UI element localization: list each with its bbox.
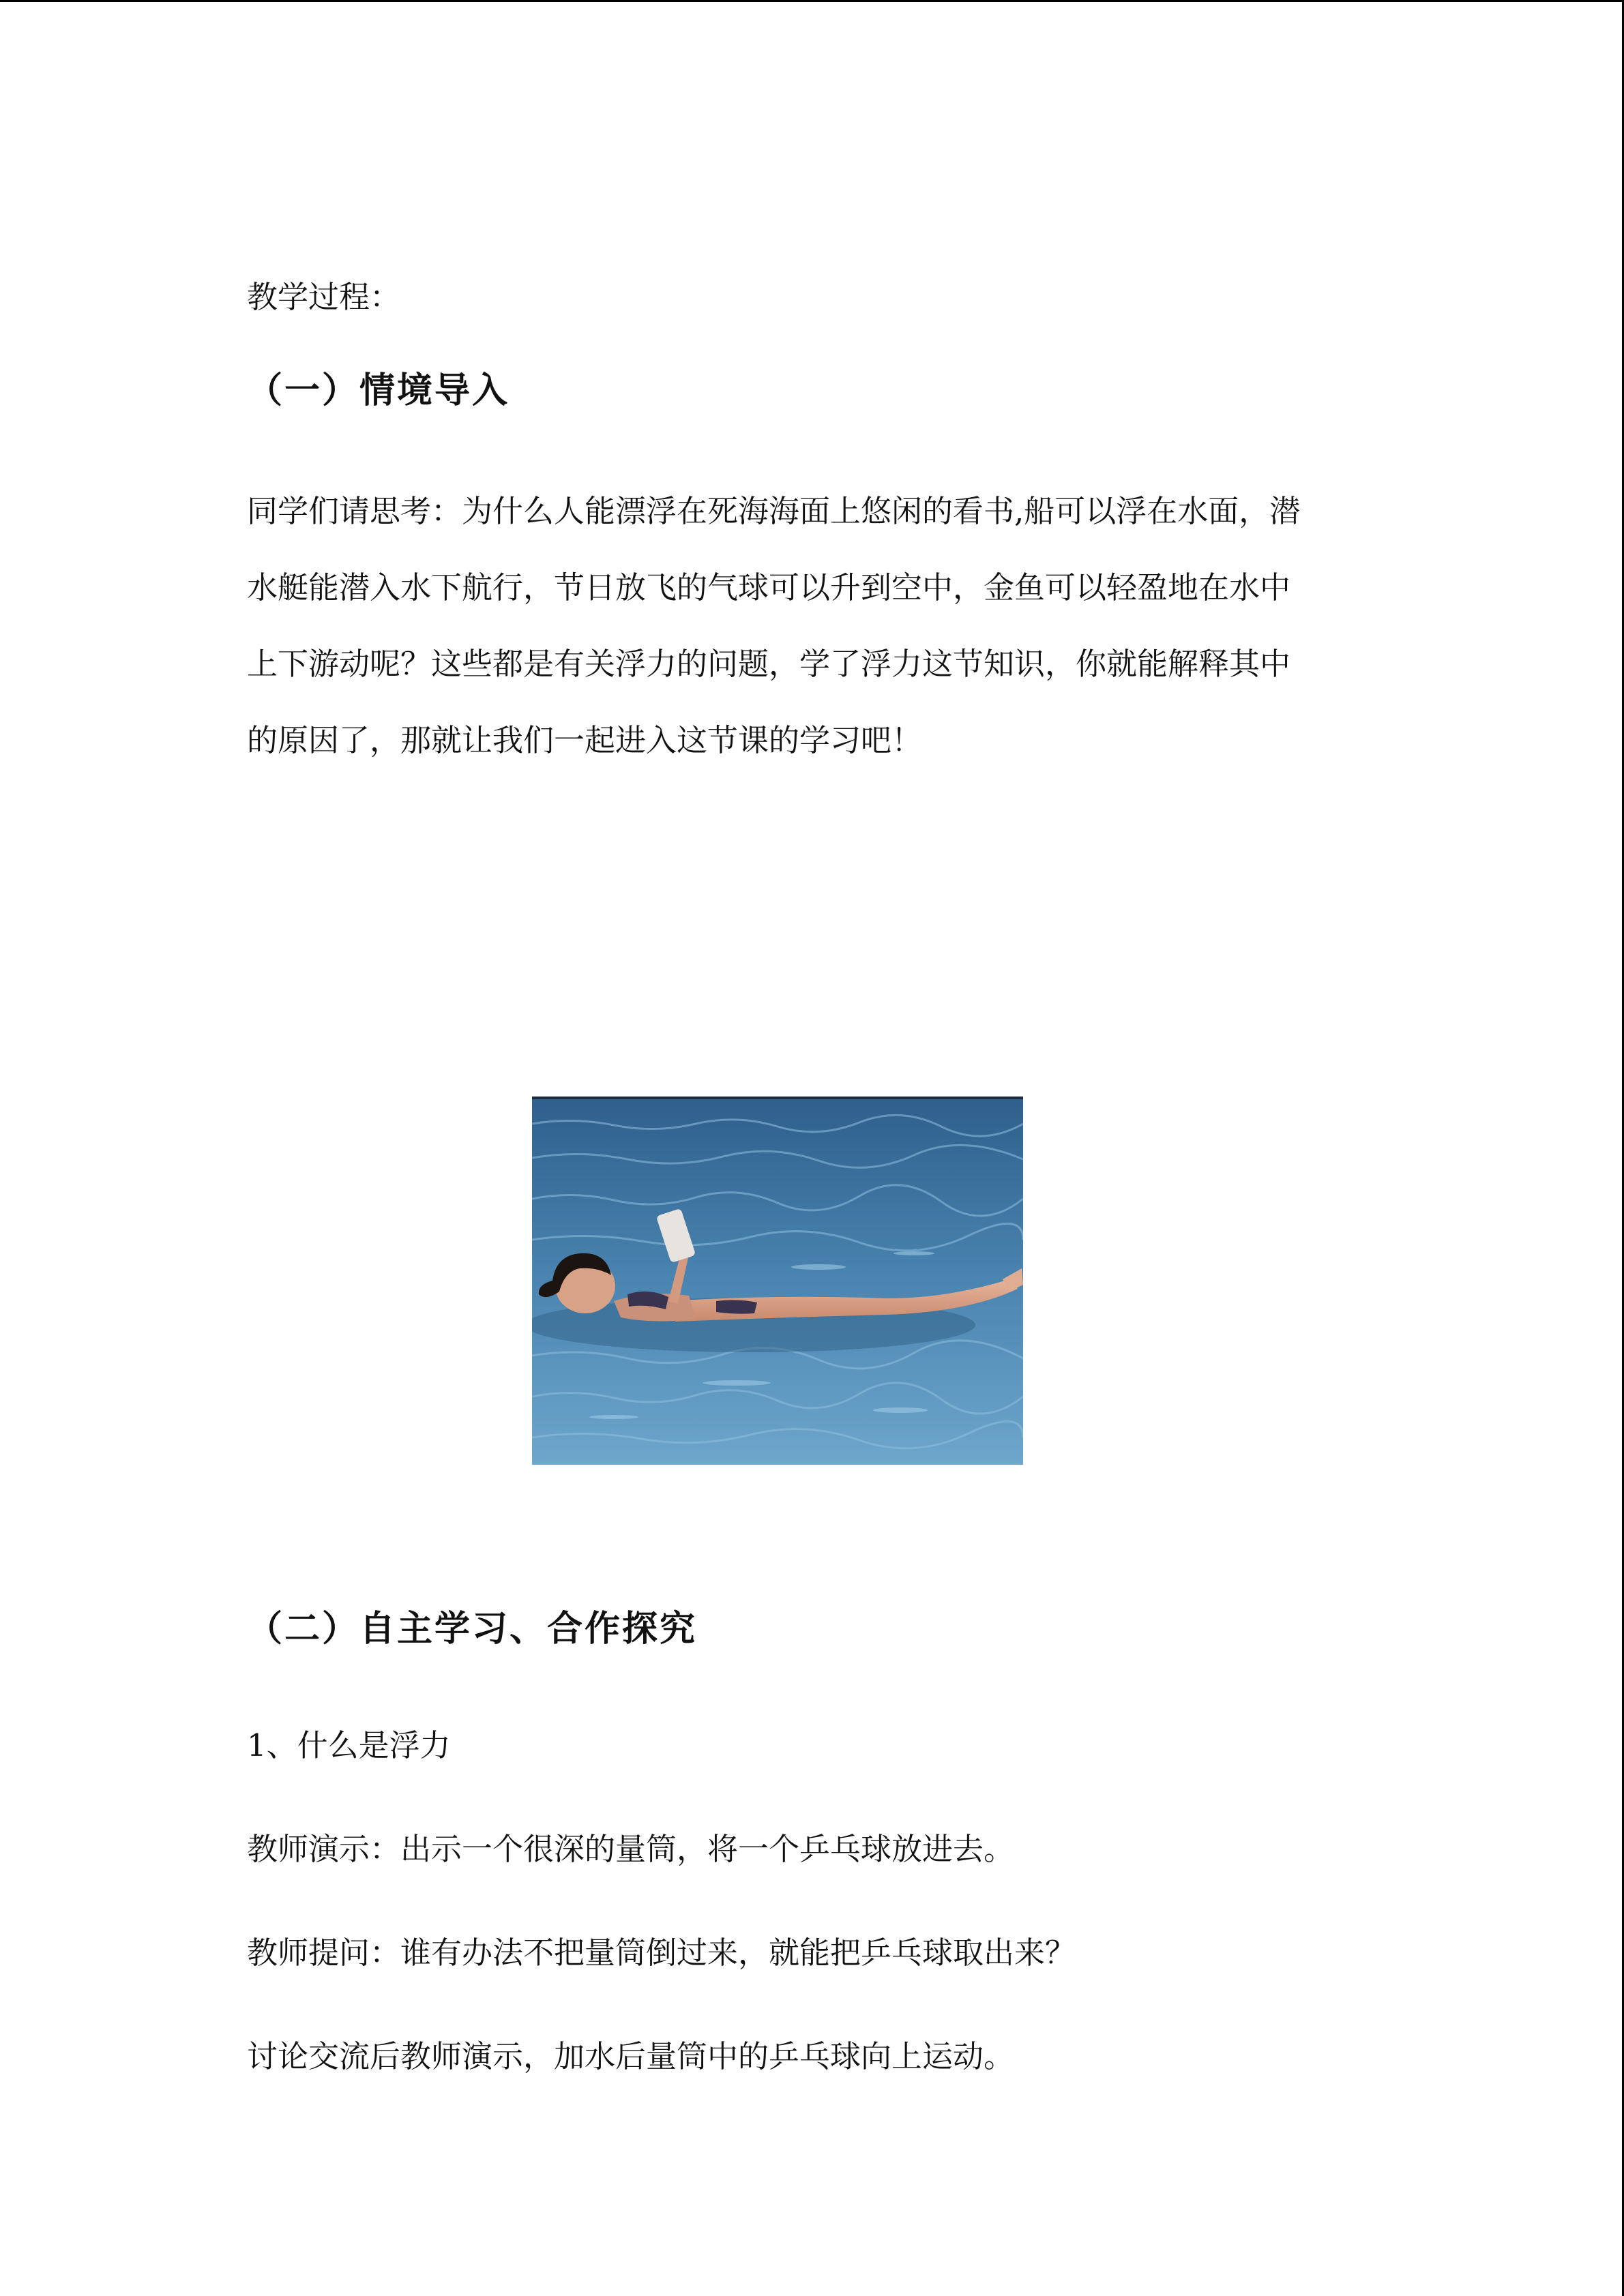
teaching-process-label: 教学过程： bbox=[247, 279, 401, 315]
dead-sea-floating-photo bbox=[532, 1097, 1023, 1465]
section2-heading: （二）自主学习、合作探究 bbox=[247, 1608, 698, 1650]
teacher-demo-line: 教师演示：出示一个很深的量筒，将一个乒乓球放进去。 bbox=[247, 1831, 1015, 1867]
paragraph-line: 上下游动呢？这些都是有关浮力的问题，学了浮力这节知识，你就能解释其中 bbox=[247, 646, 1291, 682]
teacher-question-line: 教师提问：谁有办法不把量筒倒过来，就能把乒乓球取出来？ bbox=[247, 1935, 1076, 1971]
section1-heading: （一）情境导入 bbox=[247, 370, 510, 411]
horizon-edge bbox=[532, 1097, 1023, 1099]
discussion-line: 讨论交流后教师演示，加水后量筒中的乒乓球向上运动。 bbox=[247, 2038, 1015, 2074]
paragraph-line: 的原因了，那就让我们一起进入这节课的学习吧！ bbox=[247, 722, 923, 758]
section1-paragraph bbox=[247, 473, 1393, 779]
photo-illustration bbox=[532, 1097, 1023, 1465]
paragraph-line: 水艇能潜入水下航行，节日放飞的气球可以升到空中，金鱼可以轻盈地在水中 bbox=[247, 569, 1291, 606]
swimsuit-bottom bbox=[716, 1300, 757, 1313]
subsection-what-is-buoyancy: 1、什么是浮力 bbox=[247, 1727, 451, 1763]
paragraph-line: 同学们请思考：为什么人能漂浮在死海海面上悠闲的看书,船可以浮在水面，潜 bbox=[247, 493, 1301, 529]
